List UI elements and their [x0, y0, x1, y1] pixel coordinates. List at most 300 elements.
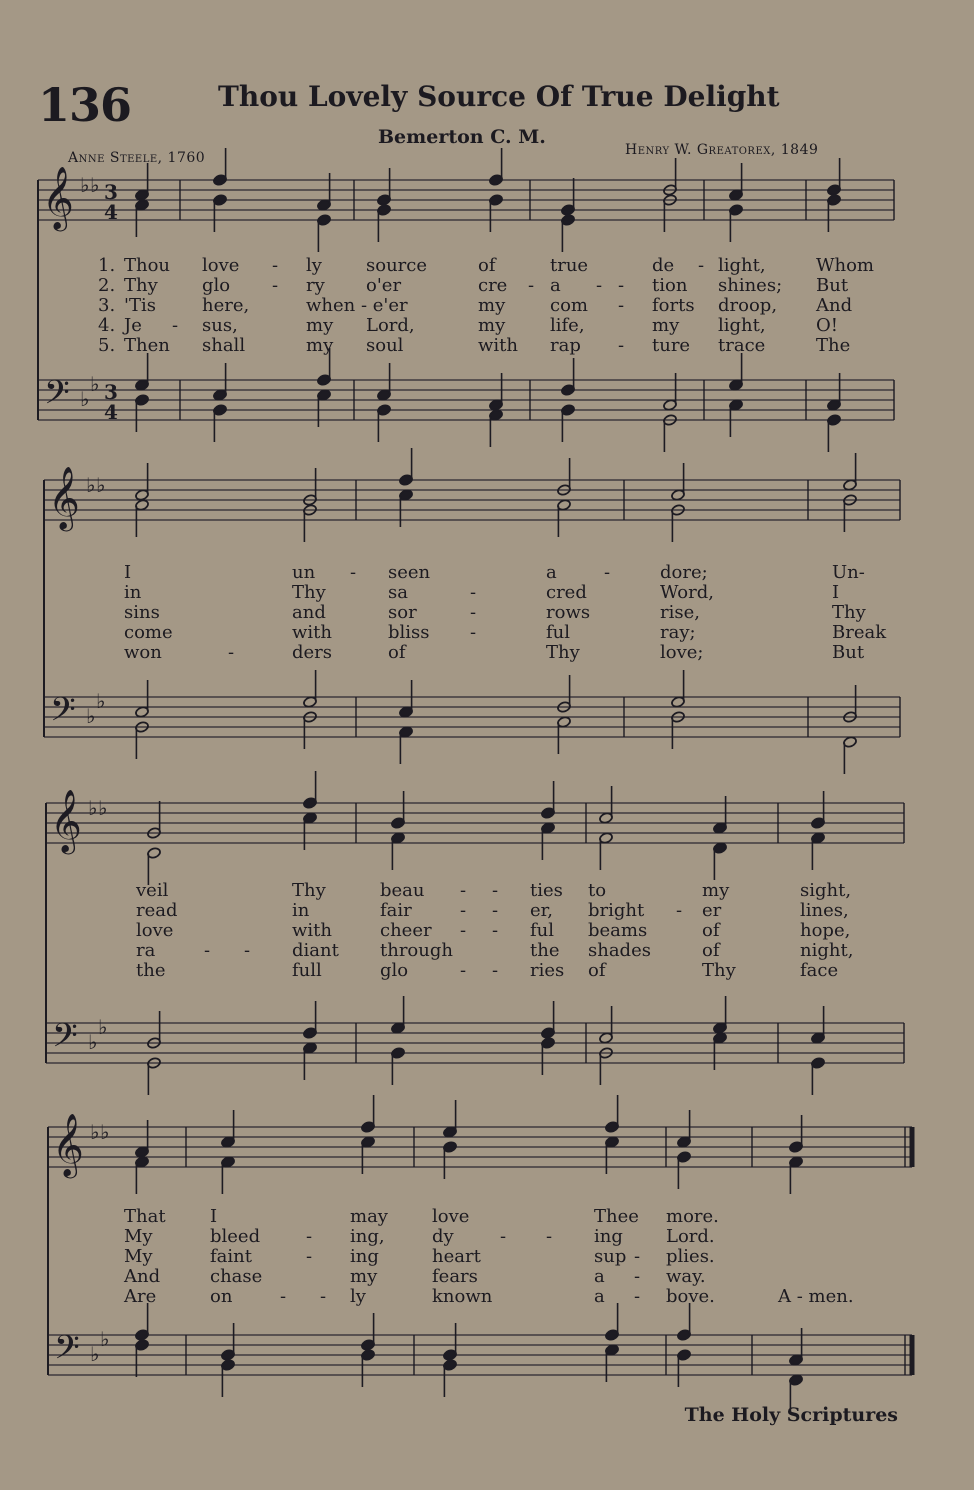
soprano-note	[605, 1095, 620, 1133]
lyric-syllable: -	[306, 1246, 313, 1267]
alto-note	[213, 194, 228, 232]
lyric-syllable: ly	[306, 255, 322, 276]
bass-note	[377, 404, 392, 442]
tenor-note	[135, 1303, 150, 1341]
soprano-note	[489, 148, 504, 186]
lyric-syllable: when - e'er	[306, 295, 408, 316]
verse-number: 1.	[98, 255, 116, 276]
bass-note	[391, 1047, 406, 1085]
lyric-syllable: -	[350, 562, 357, 583]
alto-note	[557, 499, 572, 537]
alto-note	[789, 1156, 804, 1194]
tenor-note	[135, 353, 150, 391]
alto-note	[391, 832, 406, 870]
treble-staff	[38, 180, 894, 220]
lyric-syllable: ture	[652, 335, 691, 356]
soprano-note	[843, 453, 858, 491]
lyric-syllable: -	[676, 900, 683, 921]
lyric-syllable: love	[136, 920, 174, 941]
lyric-syllable: Thou	[124, 255, 171, 276]
lyric-syllable: veil	[136, 880, 169, 901]
lyric-syllable: droop,	[718, 295, 778, 316]
lyric-syllable: un	[292, 562, 316, 583]
soprano-note	[213, 148, 228, 186]
lyric-syllable: soul	[366, 335, 404, 356]
lyric-syllable: Whom	[816, 255, 874, 276]
lyric-syllable: -	[306, 1226, 313, 1247]
lyric-syllable: hope,	[800, 920, 851, 941]
lyric-syllable: won	[124, 642, 162, 663]
lyric-syllable: But	[832, 642, 865, 663]
key-flat-icon: ♭	[88, 1030, 98, 1054]
soprano-note	[541, 781, 556, 819]
lyric-syllable: But	[816, 275, 849, 296]
tenor-note	[827, 373, 842, 411]
lyric-syllable: ful	[530, 920, 555, 941]
alto-note	[399, 489, 414, 527]
lyric-syllable: Word,	[660, 582, 714, 603]
lyric-syllable: love;	[660, 642, 704, 663]
soprano-note	[443, 1100, 458, 1138]
lyric-syllable: seen	[388, 562, 431, 583]
key-flat-icon: ♭	[86, 704, 96, 728]
bass-note	[557, 716, 572, 754]
tenor-note	[671, 670, 686, 708]
tenor-note	[489, 373, 504, 411]
lyric-syllable: read	[136, 900, 178, 921]
lyric-syllable: -	[228, 642, 235, 663]
lyric-syllable: -	[492, 900, 499, 921]
lyric-syllable: -	[460, 920, 467, 941]
bass-note	[303, 1042, 318, 1080]
lyric-syllable: ties	[530, 880, 563, 901]
bass-clef-icon: 𝄢	[44, 374, 70, 420]
lyric-syllable: with	[292, 622, 332, 643]
tenor-note	[811, 1006, 826, 1044]
key-flat-icon: ♭	[98, 1015, 108, 1039]
bass-note	[713, 1032, 728, 1070]
lyric-syllable: tion	[652, 275, 688, 296]
lyric-syllable: -	[280, 1286, 287, 1307]
lyric-syllable: -	[272, 255, 279, 276]
lyric-syllable: Lord.	[666, 1226, 715, 1247]
lyric-syllable: And	[816, 295, 853, 316]
bass-clef-icon: 𝄢	[50, 691, 76, 737]
key-flat-icon: ♭	[88, 796, 98, 820]
verse-number: 3.	[98, 295, 116, 316]
key-flat-icon: ♭	[86, 473, 96, 497]
soprano-note	[677, 1110, 692, 1148]
alto-note	[135, 199, 150, 237]
lyric-syllable: ing,	[350, 1226, 385, 1247]
lyric-syllable: -	[460, 900, 467, 921]
lyric-syllable: a	[550, 275, 561, 296]
lyric-syllable: Un-	[832, 562, 865, 583]
alto-note	[541, 822, 556, 860]
lyric-syllable: a	[594, 1286, 605, 1307]
bass-note	[399, 726, 414, 764]
lyric-syllable: faint	[210, 1246, 252, 1267]
lyric-syllable: -	[634, 1266, 641, 1287]
alto-note	[561, 214, 576, 252]
lyric-syllable: known	[432, 1286, 493, 1307]
treble-staff	[44, 480, 900, 520]
alto-note	[377, 204, 392, 242]
lyric-syllable: light,	[718, 315, 766, 336]
lyric-syllable: dore;	[660, 562, 708, 583]
tenor-note	[599, 1006, 614, 1044]
lyric-syllable: in	[292, 900, 310, 921]
bass-note	[789, 1374, 804, 1412]
tenor-note	[443, 1323, 458, 1361]
bass-note	[135, 1339, 150, 1377]
lyric-syllable: full	[292, 960, 322, 981]
key-flat-icon: ♭	[80, 387, 90, 411]
lyric-syllable: -	[618, 295, 625, 316]
lyric-syllable: ders	[292, 642, 333, 663]
lyric-syllable: I	[832, 582, 840, 603]
tenor-note	[789, 1328, 804, 1366]
lyric-syllable: -	[470, 582, 477, 603]
lyric-syllable: -	[604, 562, 611, 583]
soprano-note	[729, 163, 744, 201]
tenor-note	[303, 1001, 318, 1039]
lyric-syllable: to	[588, 880, 607, 901]
lyric-syllable: ray;	[660, 622, 696, 643]
lyric-syllable: here,	[202, 295, 250, 316]
soprano-note	[391, 791, 406, 829]
key-flat-icon: ♭	[90, 1120, 100, 1144]
lyric-syllable: way.	[666, 1266, 706, 1287]
key-flat-icon: ♭	[90, 372, 100, 396]
lyric-syllable: my	[350, 1266, 378, 1287]
bass-note	[443, 1359, 458, 1397]
lyric-syllable: more.	[666, 1206, 719, 1227]
key-flat-icon: ♭	[80, 173, 90, 197]
lyric-syllable: a	[594, 1266, 605, 1287]
soprano-note	[789, 1115, 804, 1153]
soprano-note	[561, 178, 576, 216]
tenor-note	[303, 670, 318, 708]
lyric-syllable: -	[618, 335, 625, 356]
bass-note	[135, 394, 150, 432]
lyric-syllable: and	[292, 602, 326, 623]
alto-note	[827, 194, 842, 232]
soprano-note	[811, 791, 826, 829]
tenor-note	[377, 363, 392, 401]
alto-note	[135, 1156, 150, 1194]
soprano-note	[135, 1120, 150, 1158]
lyric-syllable: -	[492, 880, 499, 901]
lyric-syllable: of	[388, 642, 406, 663]
lyric-syllable: my	[652, 315, 680, 336]
alto-note	[605, 1136, 620, 1174]
bass-staff	[46, 1023, 904, 1063]
bass-note	[677, 1349, 692, 1387]
tenor-note	[361, 1313, 376, 1351]
bass-note	[605, 1344, 620, 1382]
lyric-syllable: beau	[380, 880, 425, 901]
verse-number: 4.	[98, 315, 116, 336]
lyric-syllable: Thy	[292, 880, 326, 901]
key-flat-icon: ♭	[90, 173, 100, 197]
soprano-note	[399, 448, 414, 486]
key-flat-icon: ♭	[98, 796, 108, 820]
lyric-syllable: -	[492, 960, 499, 981]
alto-note	[361, 1136, 376, 1174]
tenor-note	[663, 373, 678, 411]
lyric-syllable: -	[172, 315, 179, 336]
bass-clef-icon: 𝄢	[52, 1017, 78, 1063]
lyric-syllable: forts	[652, 295, 695, 316]
lyricist-credit: Anne Steele, 1760	[68, 150, 206, 166]
lyric-syllable: night,	[800, 940, 854, 961]
key-flat-icon: ♭	[100, 1327, 110, 1351]
lyric-syllable: true	[550, 255, 589, 276]
tenor-note	[605, 1303, 620, 1341]
tenor-note	[677, 1303, 692, 1341]
lyric-syllable: fair	[380, 900, 412, 921]
lyric-syllable: glo	[202, 275, 231, 296]
treble-staff	[48, 1127, 912, 1167]
lyric-syllable: cheer	[380, 920, 432, 941]
lyric-syllable: through	[380, 940, 453, 961]
hymn-number: 136	[38, 78, 132, 132]
lyric-syllable: glo	[380, 960, 409, 981]
lyric-syllable: -	[470, 602, 477, 623]
lyric-syllable: the	[530, 940, 560, 961]
lyric-syllable: -	[546, 1226, 553, 1247]
treble-clef-icon: 𝄞	[50, 789, 82, 852]
lyric-syllable: life,	[550, 315, 585, 336]
tenor-note	[713, 996, 728, 1034]
bass-note	[361, 1349, 376, 1387]
treble-clef-icon: 𝄞	[42, 166, 74, 229]
lyric-syllable: dy	[432, 1226, 454, 1247]
lyric-syllable: lines,	[800, 900, 849, 921]
tenor-note	[399, 680, 414, 718]
lyric-syllable: My	[124, 1246, 153, 1267]
lyric-syllable: a	[546, 562, 557, 583]
lyric-syllable: -	[204, 940, 211, 961]
lyric-syllable: I	[210, 1206, 218, 1227]
lyric-syllable: shines;	[718, 275, 783, 296]
lyric-syllable: of	[478, 255, 496, 276]
soprano-note	[671, 463, 686, 501]
time-signature-top: 3	[104, 380, 118, 404]
lyric-syllable: light,	[718, 255, 766, 276]
lyric-syllable: -	[634, 1286, 641, 1307]
lyric-syllable: A - men.	[778, 1286, 854, 1307]
lyric-syllable: source	[366, 255, 428, 276]
lyric-syllable: sup	[594, 1246, 627, 1267]
lyric-syllable: And	[124, 1266, 161, 1287]
lyric-syllable: come	[124, 622, 173, 643]
lyric-syllable: with	[478, 335, 518, 356]
lyric-syllable: bright	[588, 900, 645, 921]
bass-note	[213, 404, 228, 442]
lyric-syllable: Thee	[594, 1206, 639, 1227]
lyric-syllable: sins	[124, 602, 160, 623]
lyric-syllable: may	[350, 1206, 388, 1227]
lyric-syllable: -	[500, 1226, 507, 1247]
lyric-syllable: the	[136, 960, 166, 981]
lyric-syllable: shades	[588, 940, 651, 961]
lyric-syllable: -	[528, 275, 535, 296]
key-flat-icon: ♭	[90, 1342, 100, 1366]
lyric-syllable: -	[492, 920, 499, 941]
lyric-syllable: O!	[816, 315, 838, 336]
lyric-syllable: Thy	[832, 602, 866, 623]
verse-number: 2.	[98, 275, 116, 296]
bass-staff	[48, 1335, 912, 1375]
lyric-syllable: my	[306, 315, 334, 336]
lyric-syllable: of	[702, 940, 720, 961]
lyric-syllable: That	[124, 1206, 166, 1227]
soprano-note	[713, 796, 728, 834]
lyric-syllable: -	[698, 255, 705, 276]
lyric-syllable: Thy	[546, 642, 580, 663]
tenor-note	[135, 680, 150, 718]
lyric-syllable: on	[210, 1286, 233, 1307]
time-signature-top: 3	[104, 180, 118, 204]
soprano-note	[317, 173, 332, 211]
lyric-syllable: The	[816, 335, 851, 356]
bass-note	[541, 1037, 556, 1075]
lyric-syllable: de	[652, 255, 675, 276]
lyric-syllable: trace	[718, 335, 766, 356]
alto-note	[599, 832, 614, 870]
bass-note	[317, 389, 332, 427]
lyric-syllable: er,	[530, 900, 554, 921]
soprano-note	[377, 168, 392, 206]
lyric-syllable: my	[478, 315, 506, 336]
tune-name: Bemerton C. M.	[378, 126, 546, 148]
lyric-syllable: ry	[306, 275, 325, 296]
lyric-syllable: ly	[350, 1286, 366, 1307]
lyric-syllable: sight,	[800, 880, 852, 901]
bass-clef-icon: 𝄢	[54, 1329, 80, 1375]
alto-note	[729, 204, 744, 242]
lyric-syllable: sor	[388, 602, 417, 623]
tenor-note	[391, 996, 406, 1034]
lyric-syllable: -	[460, 880, 467, 901]
soprano-note	[599, 786, 614, 824]
alto-note	[489, 194, 504, 232]
lyric-syllable: Break	[832, 622, 887, 643]
lyric-syllable: o'er	[366, 275, 402, 296]
lyric-syllable: -	[244, 940, 251, 961]
lyric-syllable: -	[634, 1246, 641, 1267]
time-signature-bottom: 4	[104, 200, 118, 224]
treble-clef-icon: 𝄞	[52, 1113, 84, 1176]
bass-staff	[38, 380, 894, 420]
lyric-syllable: 'Tis	[124, 295, 156, 316]
lyric-syllable: -	[460, 960, 467, 981]
time-signature-bottom: 4	[104, 400, 118, 424]
tenor-note	[541, 1001, 556, 1039]
lyric-syllable: shall	[202, 335, 246, 356]
hymn-title: Thou Lovely Source Of True Delight	[218, 80, 780, 113]
bass-staff	[44, 697, 900, 737]
lyric-syllable: -	[272, 275, 279, 296]
lyric-syllable: diant	[292, 940, 339, 961]
soprano-note	[361, 1095, 376, 1133]
lyric-syllable: -	[618, 275, 625, 296]
alto-note	[317, 214, 332, 252]
lyric-syllable: sa	[388, 582, 408, 603]
lyric-syllable: er	[702, 900, 722, 921]
lyric-syllable: my	[306, 335, 334, 356]
lyric-syllable: Thy	[124, 275, 158, 296]
treble-staff	[46, 803, 904, 843]
key-flat-icon: ♭	[96, 473, 106, 497]
lyric-syllable: Are	[124, 1286, 157, 1307]
verse-number: 5.	[98, 335, 116, 356]
key-flat-icon: ♭	[100, 1120, 110, 1144]
alto-note	[443, 1141, 458, 1179]
lyric-syllable: of	[702, 920, 720, 941]
lyric-syllable: heart	[432, 1246, 481, 1267]
lyric-syllable: bliss	[388, 622, 430, 643]
tenor-note	[213, 363, 228, 401]
alto-note	[135, 499, 150, 537]
lyric-syllable: cre	[478, 275, 508, 296]
alto-note	[713, 842, 728, 880]
soprano-note	[303, 771, 318, 809]
lyric-syllable: bove.	[666, 1286, 715, 1307]
lyric-syllable: Lord,	[366, 315, 415, 336]
soprano-note	[135, 463, 150, 501]
lyric-syllable: chase	[210, 1266, 263, 1287]
tenor-note	[561, 358, 576, 396]
bass-note	[561, 404, 576, 442]
soprano-note	[135, 163, 150, 201]
lyric-syllable: love	[202, 255, 240, 276]
lyric-syllable: ing	[350, 1246, 379, 1267]
bass-note	[221, 1359, 236, 1397]
lyric-syllable: Thy	[292, 582, 326, 603]
treble-clef-icon: 𝄞	[48, 466, 80, 529]
lyric-syllable: -	[320, 1286, 327, 1307]
lyric-syllable: Thy	[702, 960, 736, 981]
lyric-syllable: com	[550, 295, 588, 316]
lyric-syllable: bleed	[210, 1226, 261, 1247]
lyric-syllable: Then	[124, 335, 170, 356]
lyric-syllable: of	[588, 960, 606, 981]
lyric-syllable: I	[124, 562, 132, 583]
soprano-note	[221, 1110, 236, 1148]
lyric-syllable: in	[124, 582, 142, 603]
tenor-note	[221, 1323, 236, 1361]
lyric-syllable: rise,	[660, 602, 700, 623]
lyric-syllable: cred	[546, 582, 587, 603]
lyric-syllable: ing	[594, 1226, 623, 1247]
tenor-note	[729, 353, 744, 391]
lyric-syllable: rap	[550, 335, 581, 356]
alto-note	[221, 1156, 236, 1194]
key-flat-icon: ♭	[96, 689, 106, 713]
lyric-syllable: -	[596, 275, 603, 296]
lyric-syllable: beams	[588, 920, 648, 941]
lyric-syllable: My	[124, 1226, 153, 1247]
alto-note	[811, 832, 826, 870]
lyric-syllable: face	[800, 960, 839, 981]
lyric-syllable: ries	[530, 960, 565, 981]
lyric-syllable: with	[292, 920, 332, 941]
lyric-syllable: fears	[432, 1266, 478, 1287]
alto-note	[677, 1151, 692, 1189]
